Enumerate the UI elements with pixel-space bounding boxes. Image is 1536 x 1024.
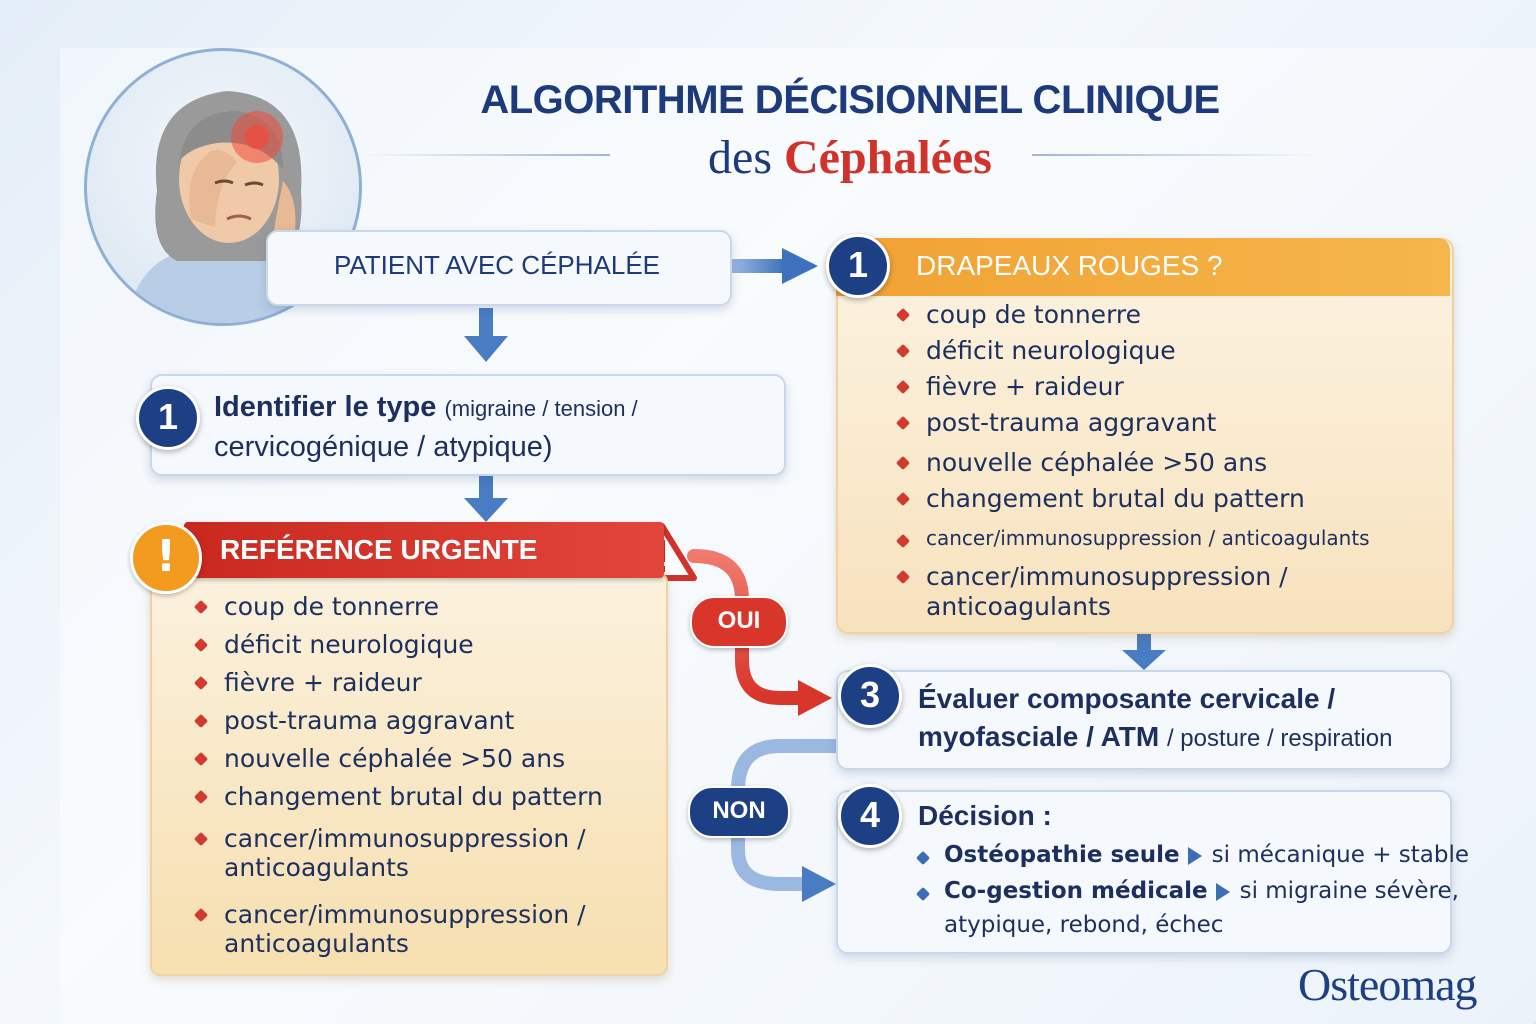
list-item: nouvelle céphalée >50 ans: [926, 448, 1267, 477]
list-item: cancer/immunosuppression / anticoagulants: [926, 562, 1288, 622]
arrow-patient-to-identify: [464, 308, 508, 362]
list-item: changement brutal du pattern: [224, 782, 603, 811]
evaluate-line2-bold: myofasciale / ATM: [918, 721, 1160, 752]
list-item: déficit neurologique: [224, 630, 474, 659]
page-subtitle: [330, 130, 1370, 185]
arrow-patient-to-flags: [732, 248, 818, 284]
decision-option-comanagement: Co-gestion médicale si migraine sévère,: [944, 878, 1459, 904]
title-divider-left: [360, 154, 610, 156]
urgent-referral-title: REFÉRENCE URGENTE: [220, 534, 538, 565]
list-item: fièvre + raideur: [926, 372, 1124, 401]
subtitle-highlight: Céphalées: [784, 131, 992, 184]
warning-icon: !: [130, 522, 202, 594]
title-divider-right: [1032, 154, 1322, 156]
evaluate-line1: Évaluer composante cervicale /: [918, 683, 1336, 714]
list-item: changement brutal du pattern: [926, 484, 1305, 513]
list-item: déficit neurologique: [926, 336, 1176, 365]
step-badge-decision: 4: [838, 784, 902, 848]
no-branch-label: NON: [688, 786, 790, 838]
list-item: fièvre + raideur: [224, 668, 422, 697]
red-flags-title: DRAPEAUX ROUGES ?: [916, 250, 1223, 281]
list-item: post-trauma aggravant: [224, 706, 514, 735]
yes-branch-label: OUI: [690, 596, 788, 648]
identify-heading: Identifier le type: [214, 391, 437, 423]
page-title: ALGORITHME DÉCISIONNEL CLINIQUE: [480, 78, 1220, 122]
list-item: cancer/immunosuppression / anticoagulants: [224, 900, 586, 958]
identify-detail: (migraine / tension /: [444, 396, 638, 421]
patient-label: PATIENT AVEC CÉPHALÉE: [333, 250, 661, 280]
list-item: cancer/immunosuppression / anticoagulants: [926, 526, 1370, 550]
step-badge-evaluate: 3: [838, 664, 902, 728]
evaluate-line2-light: / posture / respiration: [1166, 725, 1393, 752]
arrow-flags-to-evaluate: [1122, 632, 1166, 670]
list-item: post-trauma aggravant: [926, 408, 1216, 437]
evaluate-text: [918, 680, 1508, 758]
identify-type-text: [214, 388, 774, 466]
step-badge-identify: 1: [136, 386, 200, 450]
subtitle-prefix: des: [708, 131, 772, 184]
list-item: coup de tonnerre: [224, 592, 439, 621]
decision-option-osteopathy: Ostéopathie seule si mécanique + stable: [944, 842, 1470, 868]
step-badge-red-flags: 1: [826, 234, 890, 298]
brand-logo: Osteomag: [1298, 959, 1477, 1010]
decision-title: Décision :: [918, 800, 1052, 831]
identify-line2: cervicogénique / atypique): [214, 431, 553, 463]
decision-option-comanagement-cont: atypique, rebond, échec: [944, 912, 1224, 938]
list-item: coup de tonnerre: [926, 300, 1141, 329]
arrow-right-icon: [1188, 847, 1202, 865]
list-item: cancer/immunosuppression / anticoagulants: [224, 824, 586, 882]
list-item: nouvelle céphalée >50 ans: [224, 744, 565, 773]
arrow-right-icon: [1216, 883, 1230, 901]
arrow-identify-to-urgent: [464, 476, 508, 522]
